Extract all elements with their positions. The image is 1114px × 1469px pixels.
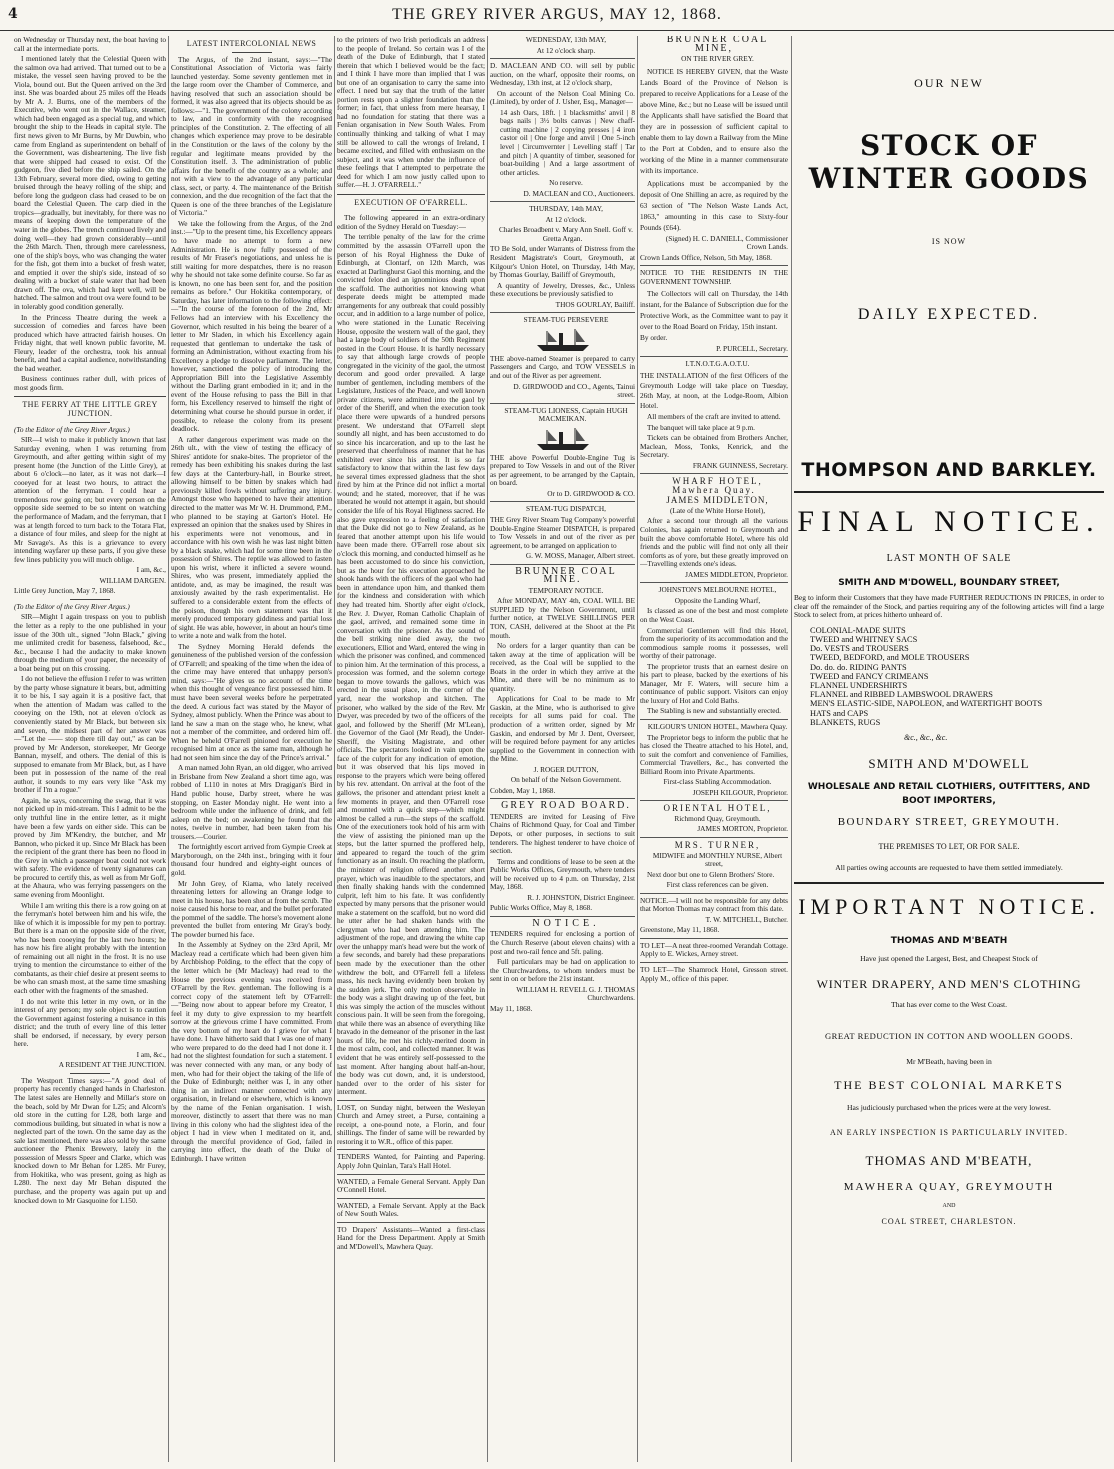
- ad-line: OUR NEW: [914, 76, 984, 90]
- ad-line: That has ever come to the West Coast.: [890, 1000, 1008, 1010]
- ad-text: On account of the Nelson Coal Mining Co. (Limited), by order of J. Usher, Esq., Manager—: [490, 88, 635, 107]
- article-paragraph: I mentioned lately that the Celestial Queen with the salmon ova had arrived. That turned out to be a mistake, the vessel seen having proved to be the Viola, bound out. But the Queen arrived on the 3rd inst. She was boarded about 25 miles off the Heads by Mr A. J. Burns, one of the members of the Executive, who went out in the Wallace, steamer, which had been engaged as a special tug, and which brought the ship to the Heads in capital style. The first news given to Mr Burns, by Mr Duwbin, who came from England as superintendent on behalf of the Government, was disheartening. The live fish that were shipped had ceased to exist. Of the gudgeon, five died before the ship sailed. On the 13th February, several more died, owing to getting bruised through the heavy rolling of the ship; and before long the gudgeon class had ceased to be on board the Celestial Queen. The carp died in the tropics—gradually, but inevitably, for there was no means of keeping down the temperature of the water in the globes. The trench continued lively and doing well—they had grown considerably—until the 26th March. Then, through mere carelessness, one of the ship's boys, who was changing the water for the fish, got them into a bucket of fresh water, and emptied it over the ship's side, instead of so dealing with a bucket of stale water that had been drawn off. The ova, which had kept well, will be hatched. The salmon and trout ova were found to be in tolerably good condition generally.: [14, 54, 166, 311]
- article-heading: EXECUTION OF O'FARRELL.: [354, 197, 468, 207]
- ad-text: LOST, on Sunday night, between the Wesleyan Church and Arney street, a Purse, containing a receipt, a one-pound note, a Florin, and four shillings. The finder of same will be rewarded by restoring it to W.R., office of this paper.: [337, 1102, 485, 1146]
- steamship-icon: [533, 327, 593, 353]
- classified-wanted: [337, 1174, 485, 1195]
- ad-heading: WHARF HOTEL, Mawhera Quay.: [672, 476, 763, 495]
- ad-text: TO Drapers' Assistants—Wanted a first-class Hand for the Dress Department. Apply at Smith and M'Dowell's, Mawhera Quay.: [337, 1224, 485, 1251]
- ad-line: IS NOW: [931, 237, 967, 246]
- ad-heading: NOTICE.: [532, 917, 600, 929]
- letter-paragraph: I do not believe the effusion I refer to was written by the party whose signature it bears, but, admitting it to be his, I say again it is a positive fact, that when the attention of Madam was called to the cooeying on the 19th, not at eleven o'clock as conveniently stated by Mr Black, but between six and seven, the midsest part of her answer was—"Let the —— stop there till day out," as can be proved by Mr Anderson, storekeeper, Mr George Bannan, myself, and others. The denial of this is supposed to emanate from Mr Black, but, as I have been put in possession of the name of the real author, it sounds to my ears very like "Ask my brother if I'm a rogue.": [14, 674, 166, 795]
- letter-paragraph: While I am writing this there is a row going on at the ferryman's hotel between him and his wife, the like of which it is impossible for my pen to portray. But there is a man on the opposite side of the river, who has been cooeying for the last two hours; he has now his fire alight probably with the intention of remaining out all night in the frost. It is no use trying to mention the circumstance to either of the combatants, as their chief desire at present seems to be who can smash most, at the same time smashing each other with the fragments of the smashed.: [14, 900, 166, 995]
- letter-signoff: I am, &c.,: [136, 1049, 166, 1059]
- ad-debts-notice: [640, 893, 788, 935]
- ad-date: May 11, 1868.: [490, 1003, 533, 1013]
- ad-line: AN EARLY INSPECTION IS PARTICULARLY INVITED.: [830, 1128, 1068, 1138]
- list-item: BLANKETS, RUGS: [810, 717, 881, 727]
- auction-date: THURSDAY, 14th MAY,: [529, 204, 603, 214]
- ad-line: LAST MONTH OF SALE: [886, 553, 1012, 564]
- ad-text: THE Grey River Steam Tug Company's powerful Double-Engine Steamer DISPATCH, is prepared to Tow Vessels in and out of the river as per agreement, to be arranged on application to: [490, 514, 635, 550]
- ad-subheading: MIDWIFE and MONTHLY NURSE, Albert street,: [652, 850, 783, 869]
- ad-signature: On behalf of the Nelson Government.: [510, 775, 622, 785]
- ad-heading: BRUNNER COAL MINE,: [666, 36, 769, 54]
- ad-text: First class references can be given.: [666, 880, 769, 890]
- column-rule: [637, 36, 638, 1462]
- article-paragraph: In the Assembly at Sydney on the 23rd April, Mr Macleay read a certificate which had been given him by Archbishop Polding, to the effect that the copy of the letter which he (Mr Macleay) had read to the House the previous evening was received from O'Farrell by the Rev. gentleman. The following is a correct copy of the statement left by O'Farrell:—"Being now about to appear before my Creator, I feel it my duty to give expression to my heartfelt sorrow at the grievous crime I have committed. From the very bottom of my heart do I grieve for what I have done. I have hitherto said that I was one of many who were prepared to do the deed had I not done it. I had not the slightest foundation for such a statement. I was never connected with any man, or any body of men, who had for their object the taking of the life of the Duke of Edinburgh; neither was I, in any other thing in an indirect manner connected with any organisation, in Ireland or elsewhere, which is known by the name of the Fenian organisation. I wish, moreover, distinctly to assert that there was no man living in this colony who had the slightest idea of the object I had in view when I meditated on it, and, through the merciful providence of God, failed in carrying into effect, the death of the Duke of Edinburgh. I have written: [171, 940, 332, 1163]
- ad-advertiser: SMITH AND M'DOWELL: [868, 756, 1030, 772]
- column-rule: [487, 36, 488, 1462]
- ad-grey-road-board: [490, 798, 635, 913]
- ad-text: NOTICE.—I will not be responsible for any debts that Morton Thomas may contract from this date.: [640, 895, 788, 914]
- article-paragraph: The terrible penalty of the law for the crime committed by the assassin O'Farrell upon the person of his Royal Highness the Duke of Edinburgh, at Clontarf, on 12th March, was exacted at Darlinghurst Gaol this morning, and the convicted felon died an ignominious death upon the scaffold. The authorities not knowing what desperate deeds might be attempted made arrangements for any outbreak that could possibly occur, and in addition to a large number of police, who were stationed in the Lunatic Receiving House, opposite the western wall of the gaol, they had a large body of soldiers of the 50th Regiment posted in the Court House. It is hardly necessary to say that although large crowds of people congregated in the vicinity of the gaol, the utmost decorum and good order prevailed. A large number of gentlemen, including members of the Legislature, Justices of the Peace, and well known private citizens, were admitted into the gaol by order of the Sheriff, and when the execution took place there were upwards of a hundred persons present. We understand that O'Farrell slept soundly all night, and has been accustomed to do so since his incarceration, and up to the last he preserved that cheerfulness of manner that he has exhibited ever since his arrest. It is so far satisfactory to know that within the last few days he several times expressed gladness that the shot fired by him at the Prince did not inflict a mortal wound; and he stated, moreover, that if he was liberated he would not attempt it again, but should consider the life of his Royal Highness sacred. He also gave expression to a feeling of satisfaction that the Duke did not go to New Zealand, as he feared that another attempt upon his life would have been made there. O'Farrell rose about six o'clock this morning, and conducted himself as he has been accustomed to do since his conviction, but as the hour for his execution approached he shook hands with the officers of the gaol who had been in attendance upon him, and thanked them for the kindness and consideration with which they had treated him. Shortly after eight o'clock, the Rev. J. Dwyer, Roman Catholic Chaplain of the gaol, arrived, and remained some time in conversation with the prisoner. As the sound of the bell striking nine died away, the two executioners, Elliot and Ward, entered the wing in which the prisoner was confined, and commenced to pinion him. At the termination of this process, a procession was formed, and the solemn cortege began to move towards the gallows, which was erected in the usual place, in the corner of the yard, near the workshop and kitchen. The prisoner, who walked by the side of the Rev. Mr Dwyer, was preceded by two of the officers of the gaol, and followed by the Sheriff (Mr M'Lean), the Governor of the Gaol (Mr Read), the Under-Sheriff, the Visiting Magistrate, and other officials. The spectators looked in vain upon the face of the culprit for any indication of emotion, but it was observed that his lips moved in response to the prayers which were being offered by his rev. attendant. On arrival at the foot of the gallows, the prisoner and attendant priest knelt a few moments in prayer, and then O'Farrell rose and mounted with a quick step—which might almost be called a run—the steps of the scaffold. One of the executioners took hold of his arm with the view of assisting the pinioned man up the steps, but the latter spurned the proffered help, and appeared to regard the touch of the grim functionary as an insult. On reaching the platform, the minister of religion offered another short prayer, which was inaudible to the spectators, and then finally shaking hands with the condemned culprit, left him to his fate. It was confidently expected by many persons that the prisoner would make a statement on the scaffold, but no word did he utter after he had shaken hands with the clergyman who had been attending him. The adjustment of the rope, and drawing the white cap over the unhappy man's head were but the work of a few seconds, and barely had these preparations been made by the executioner than the other withdrew the bolt, and O'Farrell fell a lifeless mass, his neck having evidently been broken by the sudden jerk. The only motion observable in the body was a slight drawing up of the feet, but this was simply the action of the muscles without conscious pain. It will be seen from the foregoing, that while there was an absence of everything like bravado in the demeanor of the prisoner in the last hours of life, he met his richly-merited doom in the most calm, cool, and collected manner. It was evident that he was entirely self-possessed to the last moment. After hanging about half-an-hour, the body was cut down, and, it is understood, handed over to the order of his sister for interment.: [337, 232, 485, 1097]
- ad-signature: Or to D. GIRDWOOD & CO.: [547, 488, 635, 498]
- ad-line: All parties owing accounts are requested to have them settled immediately.: [835, 863, 1063, 873]
- article-paragraph: to the printers of two Irish periodicals an address to the people of Ireland. So certain was I of the death of the Duke of Edinburgh, that I stated therein that which I believed would be the fact; and I think I have more than implied that I was but one of an organisation to carry the same into effect. I need but say that the truth of the latter portion rests upon a slighter foundation than the former; in fact, that unless from mere hearsay, I had no foundation for stating that there was a Fenian organisation in New South Wales. From continually thinking and talking of what I may still be allowed to call the wrongs of Ireland, I became excited, and filled with enthusiasm on the subject, and it was when under the influence of these feelings that I attempted to perpetrate the deed for which I am now justly called upon to suffer.—H. J. O'FARRELL.": [337, 36, 485, 190]
- ad-text: TENDERS Wanted, for Painting and Papering. Apply John Quinlan, Tara's Hall Hotel.: [337, 1152, 485, 1170]
- column-1: [14, 36, 166, 1462]
- ad-text: Applications must be accompanied by the deposit of One Shilling an acre, as required by the 63 section of "The Nelson Waste Lands Act, 1863," amounting in this case to Sixty-four Pounds (£64).: [640, 178, 788, 232]
- ad-oriental-hotel: [640, 800, 788, 834]
- article-paragraph: The fortnightly escort arrived from Gympie Creek at Maryborough, on the 24th inst., bringing with it four thousand four hundred and eighty-eight ounces of gold.: [171, 842, 332, 877]
- article-paragraph: The Sydney Morning Herald defends the genuineness of the published version of the confession of O'Farrell; and speaking of the time when the idea of the crime may have entered that unhappy person's mind, says:—"He gives us no account of the time when this thought of vengeance first possessed him. It must have been several weeks before he perpetrated the deed. A curious fact was stated by the Mayor of Sydney, almost publicly. When the Prince was about to land he saw a man on the stage who, he knew, what not a member of the committee, and ordered him off. When he beheld O'Farrell pinioned for execution he recognised him at once as the same man, although he had not seen him since the day of the Prince's arrival.": [171, 641, 332, 762]
- ad-brunner-coal-mine: [490, 564, 635, 796]
- list-item: TWEED and WHITNEY SACS: [810, 634, 918, 644]
- ad-johnstons-hotel: [640, 582, 788, 716]
- ad-signature: WILLIAM H. REVELL G. J. THOMAS Churchwardens.: [516, 984, 635, 1003]
- list-item: MEN'S ELASTIC-SIDE, NAPOLEON, and WATERTIGHT BOOTS: [810, 699, 1043, 709]
- ad-advertiser: THOMAS AND M'BEATH,: [865, 1153, 1033, 1169]
- letter-paragraph: SIR—I wish to make it publicly known that last Saturday evening, when I was returning from Greymouth, and after getting within sight of my present home (the Junction of the Little Grey), at about 6 o'clock—no later, as it was not dark—I cooeyed for at least two hours, to attract the attention of the ferryman. I could hear a tremendous row going on; but every person on the opposite side seemed to be so intent on watching the performance of Madam, and the ferryman, that I was at length forced to turn back to the Totara Flat, a distance of four miles, and sleep for the night at Mr Savage's. As this is a grievance to every intending wayfarer up these parts, if you give these few lines publicity you will much oblige.: [14, 435, 166, 564]
- ad-signature: FRANK GUINNESS, Secretary.: [692, 460, 788, 470]
- letter-salutation: (To the Editor of the Grey River Argus.): [14, 424, 130, 434]
- ad-signature: JOSEPH KILGOUR, Proprietor.: [692, 787, 788, 797]
- display-advertisements: [794, 36, 1104, 1462]
- auction-time: At 12 o'clock sharp.: [536, 45, 596, 55]
- classified-wanted: [337, 1198, 485, 1219]
- ad-text: THE above Powerful Double-Engine Tug is prepared to Tow Vessels in and out of the River as per agreement, to be arranged by the Captain, on board.: [490, 452, 635, 488]
- article-paragraph: Mr John Grey, of Kiama, who lately received threatening letters for allowing an Orange lodge to meet in his house, has been shot at from the scrub. The noise caused his horse to rear, and the bullet perforated the pommel of the saddle. The horse's movement alone prevented the bullet from entering Mr Gray's body. The powder burned his face.: [171, 878, 332, 939]
- ad-advertiser: THOMPSON AND BARKLEY.: [801, 459, 1097, 481]
- ad-line: AND: [942, 1203, 956, 1210]
- ad-subheading: TEMPORARY NOTICE.: [528, 585, 604, 595]
- ad-address: COAL STREET, CHARLESTON.: [881, 1217, 1017, 1227]
- article-paragraph: The Westport Times says:—"A good deal of property has recently changed hands in Charleston. The latest sales are Hennelly and Millar's store on the beach, sold by Mr Dwan for L25; and Alcorn's old store in the cutting for L28, both large and commodious building, but situated in what is now a neglected part of the town. On the same day as the sale last mentioned, there was also sold by the same auctioneer the Phenix Brewery, lately in the possession of Messrs Speer and Clarke, which was knocked down to Mr Behan for L285. Mr Furey, from Hokitika, who was present, going as high as L280. The next day Mr Behan disputed the purchase, and the property was again put up and knocked down to Mr Gasquoine for L150.: [14, 1075, 166, 1205]
- column-rule: [791, 36, 792, 1462]
- ad-signature: R. J. JOHNSTON, District Engineer.: [527, 892, 635, 902]
- ad-text: Beg to inform their Customers that they have made FURTHER REDUCTIONS IN PRICES, in order to clear off the remainder of the Stock, and parties requiring any of the following articles will find a large Stock to select from, at prices hitherto unheard of.: [794, 593, 1104, 620]
- ad-line: THE PREMISES TO LET, OR FOR SALE.: [878, 842, 1020, 852]
- ad-heading: JOHNSTON'S MELBOURNE HOTEL,: [658, 585, 777, 595]
- ad-line: Mr M'Beath, having been in: [906, 1057, 992, 1067]
- letter-salutation: (To the Editor of the Grey River Argus.): [14, 601, 130, 611]
- ad-text: WANTED, a Female Servant. Apply at the Back of New South Wales.: [337, 1200, 485, 1219]
- ad-text: TO LET—The Shamrock Hotel, Gresson street. Apply M., office of this paper.: [640, 965, 788, 983]
- list-item: HATS and CAPS: [810, 708, 869, 718]
- divider: [14, 396, 166, 397]
- page-number: 4: [8, 6, 18, 22]
- ad-steam-tug-persevere: [490, 312, 635, 399]
- ad-mrs-turner: [640, 837, 788, 890]
- ad-steam-tug-dispatch: [490, 501, 635, 560]
- ad-text: The proprietor trusts that an earnest desire on his part to please, backed by the exertions of his Manager, Mr F. Waters, will secure him a continuance of public support. Visitors can enjoy the luxury of Hot and Cold Baths.: [640, 661, 788, 705]
- ad-wharf-hotel: [640, 473, 788, 579]
- ad-steam-tug-lioness: [490, 403, 635, 499]
- ad-signature: T. W. MITCHELL, Butcher.: [705, 914, 788, 924]
- ad-date: Crown Lands Office, Nelson, 5th May, 1868.: [640, 252, 772, 262]
- ad-line: &c., &c., &c.: [904, 733, 948, 743]
- ad-text: The banquet will take place at 9 p.m.: [647, 422, 755, 432]
- letter-signature: WILLIAM DARGEN.: [99, 575, 166, 585]
- letter-place: Little Grey Junction, May 7, 1868.: [14, 586, 116, 596]
- ad-heading: ORIENTAL HOTEL,: [663, 803, 772, 814]
- ad-text: A quantity of Jewelry, Dresses, &c., Unless these executions be previously satisfied to: [490, 280, 635, 299]
- ad-date: Public Works Office, May 8, 1868.: [490, 903, 593, 913]
- list-item: FLANNEL UNDERSHIRTS: [810, 681, 908, 690]
- ad-text: NOTICE IS HEREBY GIVEN, that the Waste Lands Board of the Province of Nelson is prepared to receive Applications for a Lease of the above Mine, &c.; but no Lease will be issued until the Applicants shall have satisfied the Board that they are in possession of sufficient capital to enable them to lay down a Railway from the Mine to the Port at Cobden, and to ensure also the working of the Mine in a manner commensurate with its importance.: [640, 66, 788, 175]
- ad-kilgours-hotel: [640, 719, 788, 797]
- ad-subheading: ON THE RIVER GREY.: [681, 54, 754, 64]
- ad-headline: STOCK OF WINTER GOODS: [808, 129, 1090, 195]
- steamship-icon: [533, 426, 593, 452]
- letter-paragraph: I do not write this letter in my own, or in the interest of any person; my sole object is to caution the Government against fostering a nuisance in this district; and the truth of every line of this letter shall be endorsed, if necessary, by every person here.: [14, 996, 166, 1049]
- classified-tenders: [337, 1149, 485, 1170]
- divider: [70, 1073, 110, 1074]
- ad-date: Greenstone, May 11, 1868.: [640, 925, 720, 935]
- auction-date: WEDNESDAY, 13th MAY,: [525, 36, 607, 44]
- divider: [70, 422, 110, 423]
- list-item: Do. VESTS and TROUSERS: [810, 644, 909, 654]
- ad-headline: IMPORTANT NOTICE.: [798, 894, 1100, 920]
- letter-paragraph: Again, he says, concerning the swag, that it was not picked up in mid-stream. This I admit to be the only truthful line in the entire letter, as it might have been a few yards on either side. This can be proved by Jim M'Kendry, the butcher, and Mr Bannon, who picked it up. Since Mr Black has been the recipient of the grant there has been no flood in the Grey in which a passenger boat could not work with safety. The evidence of twenty signatures can be procured to certify this, as well as from Mr Goff, at the Ahaura, who was ferrying passengers on the same evening from Moonlight.: [14, 795, 166, 899]
- ad-text: TO Be Sold, under Warrants of Distress from the Resident Magistrate's Court, Greymouth, at Kilgour's Union Hotel, on Thursday, 14th May, by Thomas Gourlay, Bailiff of Greymouth,: [490, 244, 635, 280]
- auction-time: At 12 o'clock.: [545, 214, 587, 224]
- ad-text: No orders for a larger quantity than can be taken away at the time of application will be received, as the Coal will be supplied to the Boats in the order in which they arrive at the Mine, and there will be no minimum as to quantity.: [490, 641, 635, 693]
- ad-heading: BRUNNER COAL MINE.: [515, 565, 617, 586]
- ad-signature: JAMES MORTON, Proprietor.: [697, 824, 788, 834]
- ad-signature: (Signed) H. C. DANIELL, Commissioner Crown Lands.: [665, 233, 788, 252]
- column-rule: [168, 36, 169, 1462]
- ad-brunner-lease: [640, 36, 788, 262]
- masthead: [0, 0, 1114, 31]
- auction-maclean: [490, 58, 635, 198]
- ad-township-notice: [640, 265, 788, 353]
- article-paragraph: In the Princess Theatre during the week a succession of comedies and farces have been produced which have attracted fairish houses. On Friday night, that well known public favorite, M. Fleury, leader of the orchestra, took his annual benefit, and had a capital audience, notwithstanding the bad weather.: [14, 312, 166, 373]
- ad-date: Cobden, May 1, 1868.: [490, 785, 556, 795]
- ad-line: Has judiciously purchased when the prices were at the very lowest.: [847, 1103, 1051, 1113]
- ad-text: No reserve.: [549, 178, 583, 188]
- ad-signature: J. ROGER DUTTON,: [533, 764, 599, 774]
- ad-text: By order.: [640, 333, 668, 343]
- ad-text: TENDERS are invited for Leasing of Five Chains of Richmond Quay, for Coal and Timber Depots, or other purposes, in sections to suit tenderers. The highest tenderer to have choice of section.: [490, 811, 635, 856]
- article-paragraph: We take the following from the Argus, of the 2nd inst.:—"Up to the present time, his Excellency appears to have made no attempt to form a new Administration. He is now fully possessed of the results of Mr Fraser's negotiations, and unless he is still waiting for more despatches, there is no reason why he should not take some definite course. So far as is known, no one has been sent for, and the position remains as before." Our Hokitika contemporary, of Saturday, has later information to the following effect:—"In the course of the forenoon of the 2nd, Mr Fellows had an interview with his Excellency the Governor, which resulted in his being the bearer of a letter to Mr Sladen, in which his Excellency again requested that gentleman to undertake the task of forming an Administration, without exacting from his Excellency a pledge to dissolve parliament. The letter, however, sanctioned the policy of introducing the Appropriation Bill into the Legislative Assembly without the Darling grant embodied in it; and in the event of the House refusing to pass the Bill in that form, his Excellency reserved to himself the right of determining what course he should pursue in order, if possible, to release the colony from its present deadlock.: [171, 218, 332, 434]
- article-heading: THE FERRY AT THE LITTLE GREY JUNCTION.: [22, 400, 158, 418]
- list-item: COLONIAL-MADE SUITS: [810, 625, 906, 635]
- ad-list: 14 ash Oars, 18ft. | 1 blacksmiths' anvil | 8 bags nails | 3½ bolts canvas | New chaff-cutting machine | 2 copying presses | 4 iron castor oil | One forge and anvil | One 5-inch level | Circumvernter | Levelling staff | Tar and pitch | A quantity of timber, seasoned for boat-building | And a large assortment of other articles.: [500, 107, 635, 177]
- ad-text: The Proprietor begs to inform the public that he has closed the Theatre attached to his Hotel, and, to suit the comfort and convenience of Families, Commercial Travellers, &c., has converted the Billiard Room into Private Apartments.: [640, 732, 788, 776]
- list-item: TWEED, BEDFORD, and MOLE TROUSERS: [810, 653, 970, 663]
- ad-to-let: [640, 962, 788, 983]
- ad-subheading: Opposite the Landing Wharf,: [674, 595, 761, 605]
- ad-signature: THOS GOURLAY, Bailiff.: [555, 299, 635, 309]
- article-paragraph: Business continues rather dull, with prices of most goods firm.: [14, 374, 166, 392]
- ad-heading: STEAM-TUG LIONESS, Captain HUGH MACMEIKAN.: [504, 405, 628, 424]
- ad-text: First-class Stabling Accommodation.: [663, 777, 772, 787]
- ad-text: THE INSTALLATION of the first Officers of the Greymouth Lodge will take place on Tuesday, 26th May, at noon, at the Lodge-Room, Albion Hotel.: [640, 371, 788, 411]
- letter-signature: A RESIDENT AT THE JUNCTION.: [58, 1060, 166, 1070]
- ad-line: DAILY EXPECTED.: [857, 306, 1041, 323]
- divider: [232, 52, 272, 53]
- ad-heading: MRS. TURNER,: [674, 839, 761, 850]
- auction-court: [490, 201, 635, 309]
- article-paragraph: on Wednesday or Thursday next, the boat having to call at the intermediate ports.: [14, 36, 166, 53]
- article-paragraph: The Argus, of the 2nd instant, says:—"The Constitutional Association of Victoria was fairly launched yesterday. Some seventy gentlemen met in the large room over the Chamber of Commerce, and having resolved that such an association should be formed, it was also agreed that its objects should be as follows:—"1. The government of the colony according to law, and in conformity with the recognised principles of the Constitution. 2. The effecting of all changes which experience may prove to be desirable in the Constitution or the laws of the colony by the regular and legitimate means provided by the Constitution itself. 3. The administration of public affairs for the benefit of the country as a whole; and not with a view to the advantage of any particular class, sect, or party. 4. The maintenance of the British connexion, and the due recognition of the fact that the Queen is one of the three branches of the Legislature of Victoria.": [171, 54, 332, 218]
- list-item: Do. do. do. RIDING PANTS: [810, 662, 907, 672]
- ad-heading: STEAM-TUG PERSEVERE: [523, 315, 609, 325]
- divider: [70, 599, 110, 600]
- ad-text: TENDERS required for enclosing a portion of the Church Reserve (about eleven chains) with a post and two-rail fence and 5ft. paling.: [490, 929, 635, 956]
- column-3: [337, 36, 485, 1462]
- ad-heading: KILGOUR'S UNION HOTEL, Mawhera Quay.: [647, 721, 788, 731]
- letter-paragraph: SIR—Might I again trespass on you to publish the letter as a reply to the one published in your issue of the 30th ult., signed "John Black," giving me unlimited credit for baseness, falsehood, &c., &c., because I had the audacity to make known through the medium of your paper, the necessity of a boat being put on this crossing.: [14, 612, 166, 673]
- ad-text: TO LET—A neat three-roomed Verandah Cottage. Apply to E. Wickes, Arney street.: [640, 940, 788, 959]
- ad-signature: D. MACLEAN and CO., Auctioneers.: [523, 188, 635, 198]
- ad-headline: FINAL NOTICE.: [797, 505, 1101, 538]
- ad-subheading: (Late of the White Horse Hotel),: [669, 505, 766, 515]
- article-paragraph: A rather dangerous experiment was made on the 26th ult., with the view of testing the efficacy of Shires' antidote for snake-bites. The proprietor of the remedy has been exhibiting his snakes during the last few days at the Canterbury-hall, in Bourke street, allowing himself to be bitten by snakes which had previously killed fowls without suffering any injury. Amongst those who happened to have their attention directed to the matter was Mr W. H. Drummond, P.M., who planned to be staying at Garton's Hotel. He expressed an opinion that the snakes used by Shires in his experiments were not venomous, and in accordance with his own wish he was last night bitten by a black snake, which had for some time been in the possession of Shires. The reptile was allowed to fasten upon his wrist, where it inflicted a severe wound. Shires, who was present, immediately applied the antidote, and, as may be imagined, the result was anxiously awaited by the rash experimentalist. He suffered to a considerable extent from the effects of the poison, though his own statement was that it merely produced temporary giddiness and partial loss of sight. He was able, however, in about an hour's time to write a note and walk from the hotel.: [171, 434, 332, 641]
- ad-text: Next door but one to Glenn Brothers' Store.: [647, 869, 775, 879]
- ad-text: After a second tour through all the various Colonies, has again returned to Greymouth and built the above comfortable Hotel, where his old friends and the public will find not only all their comforts as of yore, but these greatly improved on—Travelling extends one's ideas.: [640, 516, 788, 569]
- ad-lodge-installation: [640, 356, 788, 470]
- ad-text: WANTED, a Female General Servant. Apply Dan O'Connell Hotel.: [337, 1176, 485, 1195]
- ad-heading: STEAM-TUG DISPATCH,: [525, 504, 606, 514]
- ad-text: All members of the craft are invited to attend.: [647, 412, 781, 422]
- ad-address: BOUNDARY STREET, GREYMOUTH.: [837, 816, 1061, 829]
- ad-heading: I.T.N.O.T.G.A.O.T.U.: [685, 359, 750, 369]
- divider: [391, 210, 431, 211]
- ad-line: GREAT REDUCTION IN COTTON AND WOOLLEN GOODS.: [824, 1031, 1074, 1042]
- ad-text: After MONDAY, MAY 4th, COAL WILL BE SUPPLIED by the Nelson Government, until further notice, at TWELVE SHILLINGS PER TON, CASH, delivered at the Shoot at the Pit mouth.: [490, 596, 635, 640]
- column-2: [171, 36, 332, 1462]
- ad-line: Have just opened the Largest, Best, and Cheapest Stock of: [860, 954, 1038, 964]
- list-item: TWEED and FANCY CRIMEANS: [810, 671, 929, 681]
- ad-text: Is classed as one of the best and most complete on the West Coast.: [640, 606, 788, 624]
- ad-text: The Collectors will call on Thursday, the 14th instant, for the Balance of Subscription due for the Protective Work, as the Committee want to pay it over to the Road Board on Friday, 15th instant.: [640, 289, 788, 332]
- ad-advertiser: SMITH AND M'DOWELL, BOUNDARY STREET,: [838, 578, 1060, 588]
- divider: [337, 194, 485, 195]
- article-heading: LATEST INTERCOLONIAL NEWS: [186, 39, 317, 48]
- ad-text: Terms and conditions of lease to be seen at the Public Works Offices, Greymouth, where tenders will be received up to 4 p.m. on Thursday, 21st May, 1868.: [490, 856, 635, 892]
- ad-address: MAWHERA QUAY, GREYMOUTH: [843, 1181, 1055, 1194]
- letter-signoff: I am, &c.,: [136, 565, 166, 575]
- ad-signature: G. W. MOSS, Manager, Albert street.: [525, 551, 635, 561]
- ad-signature: D. GIRDWOOD and CO., Agents, Tainui street.: [513, 381, 635, 400]
- ad-text: Charles Broadbent v. Mary Ann Snell. Goff v. Gretta Argan.: [499, 225, 633, 243]
- column-5: [640, 36, 788, 1462]
- classified-lost: [337, 1100, 485, 1147]
- ad-text: Commercial Gentlemen will find this Hotel, from the superiority of its accommodation and the commodious sample rooms it possesses, well worthy of their patronage.: [640, 625, 788, 661]
- ad-text: The Stabling is new and substantially erected.: [647, 706, 781, 716]
- list-item: FLANNEL and RIBBED LAMBSWOOL DRAWERS: [810, 690, 993, 700]
- divider: [794, 882, 1104, 884]
- article-paragraph: The following appeared in an extra-ordinary edition of the Sydney Herald on Tuesday:—: [337, 213, 485, 231]
- column-4: [490, 36, 635, 1462]
- classified-drapers: [337, 1222, 485, 1252]
- ad-notice-church: [490, 916, 635, 1013]
- ad-name: JAMES MIDDLETON,: [666, 495, 769, 506]
- divider: [794, 491, 1104, 493]
- ad-advertiser: THOMAS AND M'BEATH: [890, 936, 1008, 947]
- ad-line: WINTER DRAPERY, AND MEN'S CLOTHING: [816, 977, 1082, 992]
- ad-heading: GREY ROAD BOARD.: [501, 800, 631, 812]
- ad-signature: P. PURCELL, Secretary.: [716, 343, 788, 353]
- ad-to-let: [640, 938, 788, 959]
- item-list: [810, 626, 1104, 727]
- ad-text: THE above-named Steamer is prepared to carry Passengers and Cargo, and TOW VESSELS in and out of the River as per agreement.: [490, 353, 635, 380]
- ad-line: THE BEST COLONIAL MARKETS: [834, 1078, 1064, 1093]
- ad-subheading: Richmond Quay, Greymouth.: [674, 813, 761, 823]
- ad-text: D. MACLEAN AND CO. will sell by public auction, on the wharf, opposite their rooms, on Wednesday, 13th inst, at 12 o'clock sharp,: [490, 61, 635, 88]
- newspaper-title: THE GREY RIVER ARGUS, MAY 12, 1868.: [392, 6, 722, 23]
- ad-text: Full particulars may be had on application to the Churchwardens, to whom tenders must be sent in on or before the 21st instant.: [490, 957, 635, 984]
- column-rule: [334, 36, 335, 1462]
- ad-heading: NOTICE TO THE RESIDENTS IN THE GOVERNMENT TOWNSHIP.: [640, 268, 788, 286]
- ad-text: Tickets can be obtained from Brothers Ancher, Maclean, Moss, Tonks, Kenrick, and the Secretary.: [640, 433, 788, 460]
- ad-signature: JAMES MIDDLETON, Proprietor.: [685, 569, 788, 579]
- ad-text: Applications for Coal to be made to Mr Gaskin, at the Mine, who is authorised to give receipts for all sums paid for coal. The production of a written order, signed by Mr Gaskin, and endorsed by Mr J. Dent, Overseer, will be required before payment for any articles supplied to the Government in connection with the Mine.: [490, 694, 635, 764]
- article-paragraph: A man named John Ryan, an old digger, who arrived in Brisbane from New Zealand a short time ago, was robbed of L110 in notes at Mrs Dragigan's Bird in Hand public house, Darby street, where he was stopping, on Easter Monday night. He went into a bedroom while under the influence of drink, and fell asleep on the bed; on awakening he found that the notes, twelve in number, had been taken from his trousers.—Courier.: [171, 763, 332, 841]
- ad-line: WHOLESALE AND RETAIL CLOTHIERS, OUTFITTERS, AND BOOT IMPORTERS,: [807, 782, 1091, 807]
